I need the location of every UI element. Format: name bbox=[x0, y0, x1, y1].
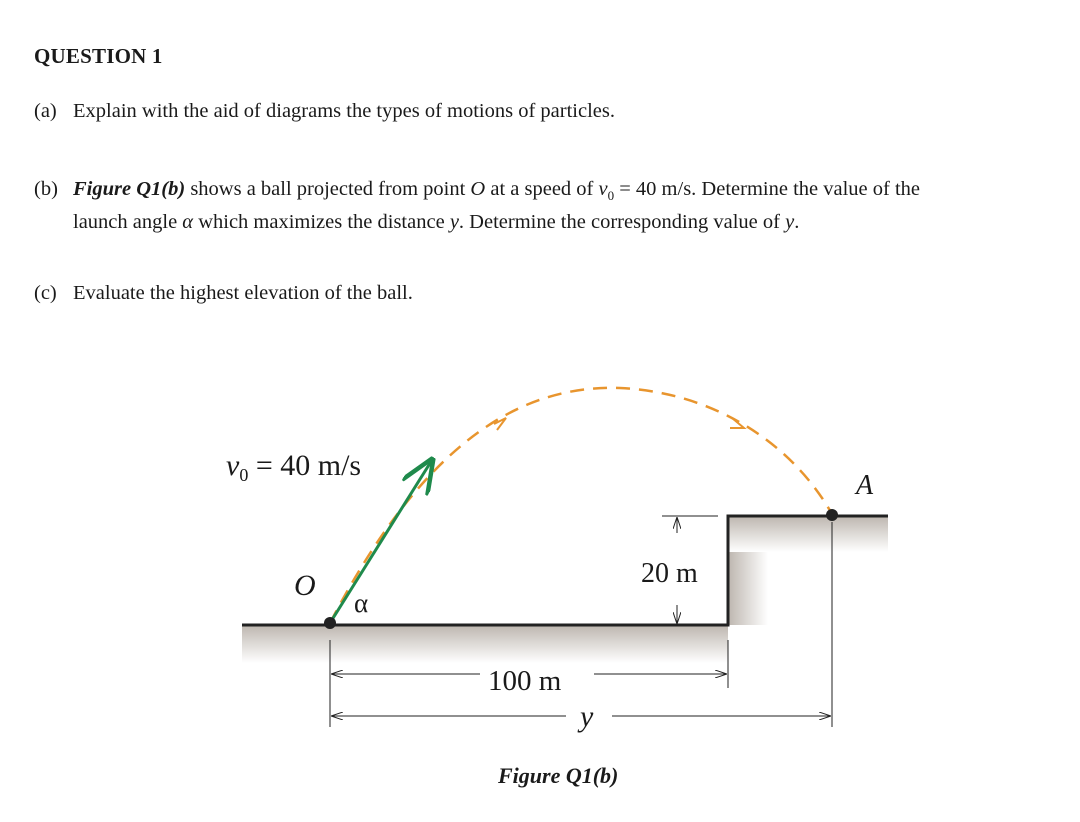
part-b-line2-c: . Determine the corresponding value of bbox=[458, 211, 786, 234]
part-b-text-2: at a speed of bbox=[485, 178, 599, 200]
speed-symbol: v bbox=[598, 178, 608, 200]
point-a-label: A bbox=[856, 470, 874, 501]
velocity-vector bbox=[330, 460, 432, 623]
part-b-line2-d: . bbox=[794, 211, 800, 234]
speed-subscript: 0 bbox=[607, 188, 615, 204]
y-symbol-2: y bbox=[785, 211, 795, 234]
part-c-label: (c) bbox=[34, 282, 57, 304]
question-heading: QUESTION 1 bbox=[34, 44, 163, 68]
origin-label: O bbox=[294, 569, 316, 602]
part-b-text-3: = 40 m/s. Determine the value of the bbox=[614, 178, 921, 200]
figure-caption: Figure Q1(b) bbox=[498, 763, 619, 788]
upper-ground-shade bbox=[728, 516, 888, 552]
speed-label-rest: = 40 m/s bbox=[248, 449, 362, 482]
lower-ground-shade bbox=[242, 625, 728, 663]
alpha-symbol: α bbox=[182, 211, 194, 234]
speed-label bbox=[226, 449, 361, 485]
part-b-text-1: shows a ball projected from point bbox=[185, 178, 471, 200]
point-a-dot bbox=[826, 509, 838, 521]
speed-label-sub: 0 bbox=[239, 465, 249, 485]
part-b-label: (b) bbox=[34, 178, 58, 200]
part-c-text: Evaluate the highest elevation of the ball. bbox=[73, 282, 413, 304]
point-o-dot bbox=[324, 617, 336, 629]
part-a-label: (a) bbox=[34, 100, 57, 122]
distance-y-label: y bbox=[580, 700, 594, 733]
y-symbol: y bbox=[449, 211, 459, 234]
angle-label: α bbox=[354, 588, 369, 618]
point-o-ref: O bbox=[470, 178, 486, 200]
part-a-text: Explain with the aid of diagrams the types of motions of particles. bbox=[73, 100, 615, 122]
part-b-line2-a: launch angle bbox=[73, 211, 183, 234]
speed-label-v: v bbox=[226, 449, 240, 482]
part-b-line2-b: which maximizes the distance bbox=[193, 211, 450, 234]
horizontal-distance-label: 100 m bbox=[488, 665, 562, 697]
height-label: 20 m bbox=[641, 558, 698, 589]
figure-reference: Figure Q1(b) bbox=[73, 178, 186, 200]
